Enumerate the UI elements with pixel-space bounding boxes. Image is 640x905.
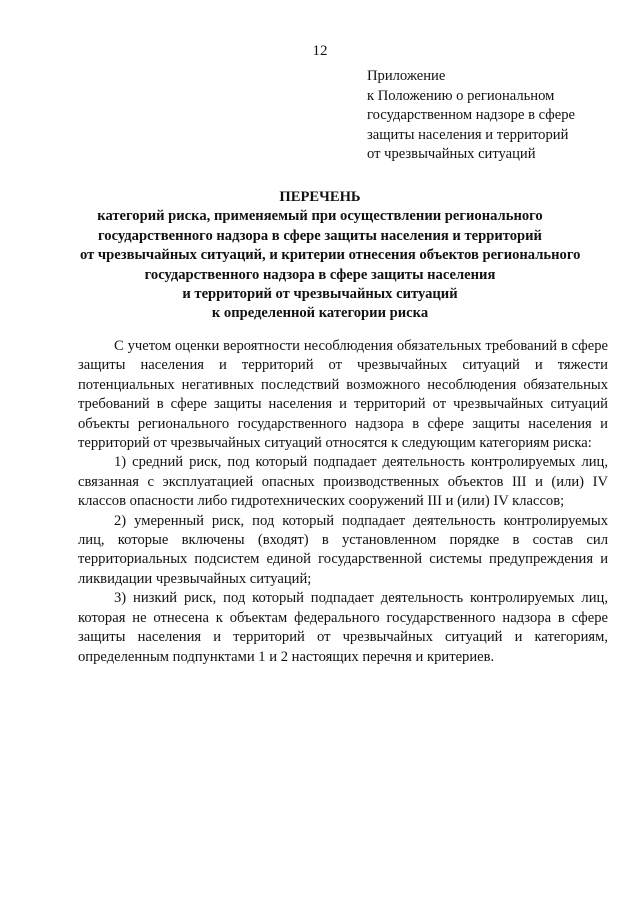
risk-item-medium: 1) средний риск, под который подпадает деятельность контролируемых лиц, связанная с эксплуатацией опасных производственных объектов III и (или) IV классов опасности либо гидротехнических сооружений III и (или) IV классов;	[78, 454, 608, 510]
document-subtitle-line: категорий риска, применяемый при осуществлении регионального	[97, 208, 543, 225]
document-subtitle-line: и территорий от чрезвычайных ситуаций	[182, 286, 458, 303]
document-subtitle-line: к определенной категории риска	[211, 305, 429, 322]
intro-paragraph: С учетом оценки вероятности несоблюдения обязательных требований в сфере защиты населения и территорий от чрезвычайных ситуаций и тяжести потенциальных негативных последствий возможного несоблюдения обязательных требований в сфере защиты населения и территорий от чрезвычайных ситуаций объекты регионального государственного надзора в сфере защиты населения и территорий от чрезвычайных ситуаций относятся к следующим категориям риска:	[78, 338, 608, 452]
document-subtitle-line: от чрезвычайных ситуаций, и критерии отнесения объектов регионального	[80, 247, 581, 264]
appendix-line: защиты населения и территорий	[367, 126, 569, 143]
appendix-line: Приложение	[367, 68, 446, 84]
document-subtitle-line: государственного надзора в сфере защиты населения и территорий	[98, 227, 542, 244]
document-title: ПЕРЕЧЕНЬ	[279, 189, 361, 205]
page-number: 12	[312, 43, 328, 59]
document-heading	[80, 188, 581, 324]
document-subtitle-line: государственного надзора в сфере защиты населения	[144, 266, 496, 283]
risk-item-moderate: 2) умеренный риск, под который подпадает деятельность контролируемых лиц, которые включены (входят) в установленном порядке в состав сил территориальных подсистем единой государственной системы предупреждения и ликвидации чрезвычайных ситуаций;	[78, 512, 608, 587]
appendix-line: от чрезвычайных ситуаций	[367, 146, 536, 162]
appendix-reference	[367, 67, 627, 165]
document-body	[78, 337, 608, 667]
appendix-line: государственном надзоре в сфере	[367, 107, 575, 123]
risk-item-low: 3) низкий риск, под который подпадает деятельность контролируемых лиц, которая не отнесена к объектам федерального государственного надзора в сфере защиты населения и территорий от чрезвычайных ситуаций и категориям, определенным подпунктами 1 и 2 настоящих перечня и критериев.	[78, 590, 608, 665]
appendix-line: к Положению о региональном	[367, 87, 555, 104]
